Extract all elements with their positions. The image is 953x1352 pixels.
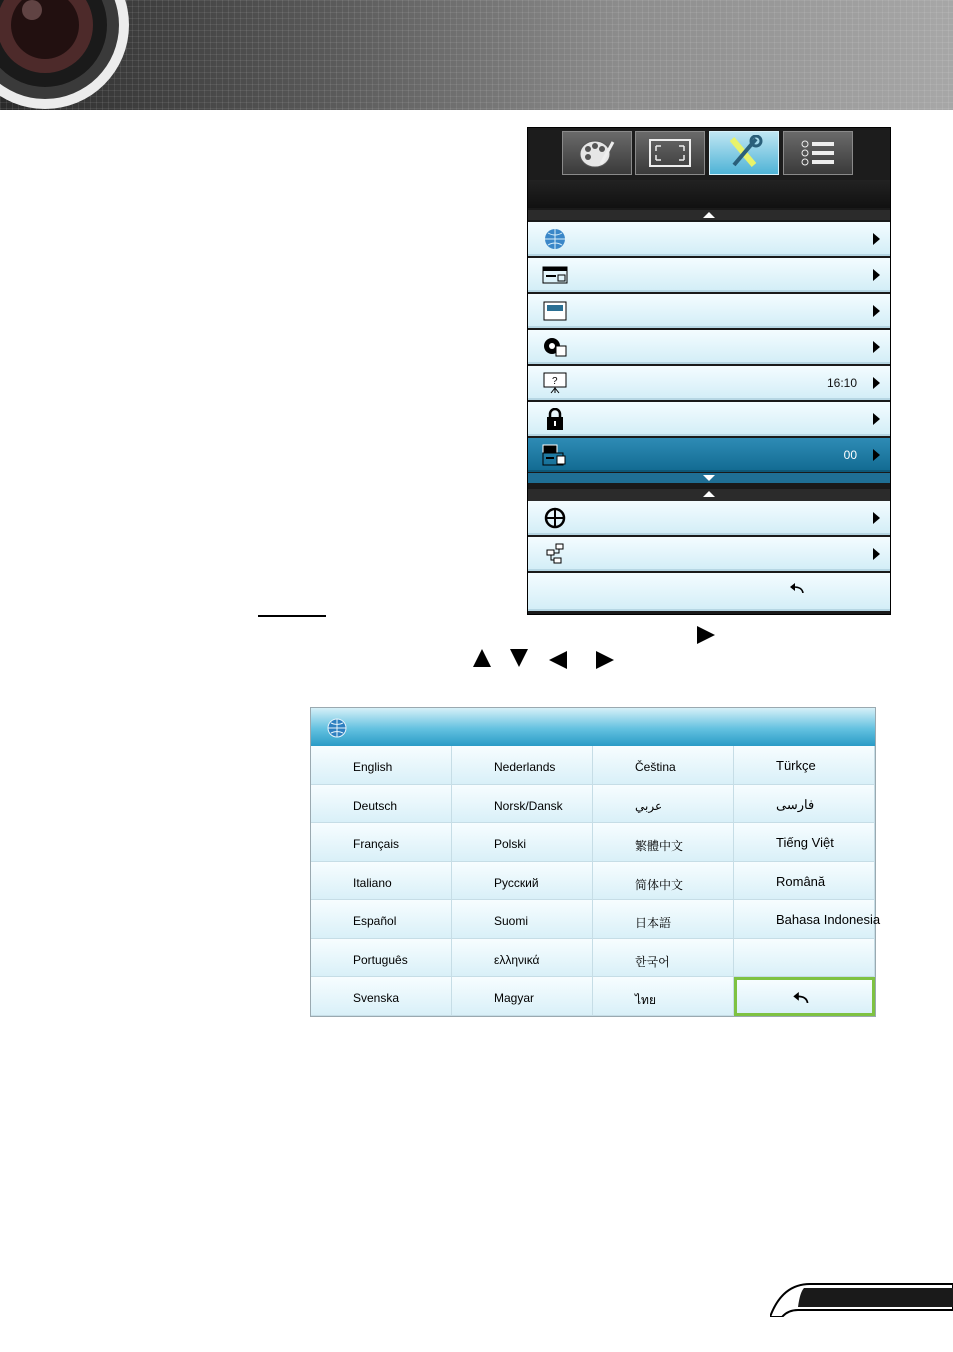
language-option-label: 简体中文: [635, 877, 684, 892]
language-option-label: ไทย: [635, 993, 656, 1007]
arrow-right-icon: [697, 626, 715, 644]
menu-row-screen-type[interactable]: [528, 366, 890, 400]
language-option[interactable]: [734, 939, 875, 978]
language-option[interactable]: [452, 746, 593, 785]
network-icon: [542, 543, 568, 565]
language-option[interactable]: [593, 900, 734, 939]
menu-row-language[interactable]: [528, 222, 890, 256]
language-option[interactable]: [734, 746, 875, 785]
language-option-label: English: [353, 760, 393, 774]
language-option[interactable]: [593, 785, 734, 824]
return-icon[interactable]: [790, 583, 804, 593]
menu-row-projector-id[interactable]: [528, 438, 890, 472]
header-banner: [0, 0, 953, 110]
tab-setup[interactable]: [709, 131, 779, 175]
language-option[interactable]: [311, 823, 452, 862]
arrow-left-icon: [549, 651, 567, 669]
language-option[interactable]: [452, 939, 593, 978]
menu-row-exit[interactable]: [528, 573, 890, 611]
scroll-up-indicator[interactable]: [528, 489, 890, 501]
scroll-down-indicator[interactable]: [528, 473, 890, 483]
arrow-right-icon: [873, 377, 880, 389]
language-option-label: Tiếng Việt: [776, 835, 834, 850]
chevron-down-icon: [703, 475, 715, 481]
language-option-label: Français: [353, 837, 400, 851]
banner-grid-texture: [0, 0, 953, 110]
screen-resize-icon: [648, 138, 692, 168]
ceiling-mount-icon: [542, 336, 568, 358]
closed-caption-icon: [542, 300, 568, 322]
menu-row-value: 16:10: [826, 376, 857, 390]
language-option[interactable]: [734, 862, 875, 901]
return-icon: [793, 992, 809, 1003]
language-option-label: Čeština: [635, 760, 676, 774]
arrow-right-icon: [873, 449, 880, 461]
language-option-label: Norsk/Dansk: [494, 798, 563, 813]
arrow-down-icon: [510, 649, 528, 667]
globe-icon: [327, 718, 347, 738]
language-option[interactable]: [311, 862, 452, 901]
language-option[interactable]: [311, 977, 452, 1016]
arrow-right-icon: [873, 233, 880, 245]
language-option-label: Deutsch: [353, 798, 398, 813]
menu-row-network[interactable]: [528, 537, 890, 571]
language-option[interactable]: [734, 900, 881, 939]
language-option-label: Svenska: [353, 991, 400, 1005]
language-option-label: Nederlands: [494, 760, 556, 774]
language-option[interactable]: [452, 900, 593, 939]
language-option[interactable]: [734, 823, 875, 862]
arrow-right-icon: [873, 512, 880, 524]
projector-id-icon: [542, 444, 568, 466]
menu-row-test-pattern[interactable]: [528, 501, 890, 535]
language-option[interactable]: [593, 977, 734, 1016]
language-option[interactable]: [452, 823, 593, 862]
language-option-label: Türkçe: [776, 758, 816, 773]
osd-setup-menu: [527, 127, 891, 615]
menu-row-projection[interactable]: [528, 330, 890, 364]
language-option-label: Português: [353, 952, 408, 967]
language-option-label: Italiano: [353, 875, 392, 890]
menu-title-bar: [528, 180, 890, 208]
underline-divider: [258, 615, 326, 617]
chevron-up-icon: [703, 491, 715, 497]
arrow-right-icon: [873, 305, 880, 317]
language-option-label: 繁體中文: [635, 839, 684, 853]
language-selection-menu: [310, 707, 881, 1017]
arrow-right-icon: [873, 341, 880, 353]
language-option[interactable]: [311, 785, 452, 824]
menu-location-icon: [542, 264, 568, 286]
lock-icon: [542, 408, 568, 430]
language-option-label: Español: [353, 914, 397, 928]
projector-lens-icon: [0, 0, 130, 110]
language-option-label: عربي: [635, 798, 663, 813]
arrow-right-icon: [873, 269, 880, 281]
arrow-right-icon: [596, 651, 614, 669]
language-option-label: Русский: [494, 875, 539, 890]
language-option[interactable]: [734, 785, 875, 824]
language-option[interactable]: [593, 823, 734, 862]
language-option[interactable]: [311, 900, 452, 939]
back-button[interactable]: [734, 977, 875, 1016]
menu-tab-bar: [528, 128, 890, 180]
language-option[interactable]: [593, 746, 734, 785]
language-option-label: Suomi: [494, 914, 529, 928]
menu-row-menu-location[interactable]: [528, 258, 890, 292]
chevron-up-icon: [703, 212, 715, 218]
menu-list-icon: [800, 138, 836, 168]
language-option-label: Magyar: [494, 991, 535, 1005]
language-option-label: 한국어: [635, 954, 670, 969]
palette-icon: [577, 136, 617, 170]
menu-row-security[interactable]: [528, 402, 890, 436]
language-option[interactable]: [311, 746, 452, 785]
language-option[interactable]: [452, 862, 593, 901]
crosshair-icon: [542, 507, 568, 529]
tools-icon: [724, 135, 764, 171]
language-option-label: Română: [776, 873, 826, 889]
language-menu-header: [311, 708, 875, 746]
arrow-up-icon: [473, 649, 491, 667]
globe-icon: [542, 228, 568, 250]
menu-row-value: 00: [843, 448, 857, 462]
tab-display[interactable]: [635, 131, 705, 175]
language-option[interactable]: [452, 977, 593, 1016]
arrow-right-icon: [873, 548, 880, 560]
language-option[interactable]: [311, 939, 452, 978]
tab-options[interactable]: [783, 131, 853, 175]
language-option[interactable]: [593, 862, 734, 901]
language-option-label: Polski: [494, 837, 527, 851]
scroll-up-indicator[interactable]: [528, 210, 890, 220]
language-option-label: 日本語: [635, 916, 672, 930]
language-option[interactable]: [593, 939, 734, 978]
language-option-label: فارسی: [776, 796, 815, 812]
language-option[interactable]: [452, 785, 593, 824]
page-number-tab: [770, 1282, 953, 1317]
language-option-label: ελληνικά: [494, 952, 540, 967]
language-option-label: Bahasa Indonesia: [776, 912, 881, 927]
menu-row-closed-caption[interactable]: [528, 294, 890, 328]
screen-type-icon: [542, 372, 568, 394]
tab-image[interactable]: [562, 131, 632, 175]
arrow-right-icon: [873, 413, 880, 425]
svg-text:?: ?: [552, 376, 558, 387]
